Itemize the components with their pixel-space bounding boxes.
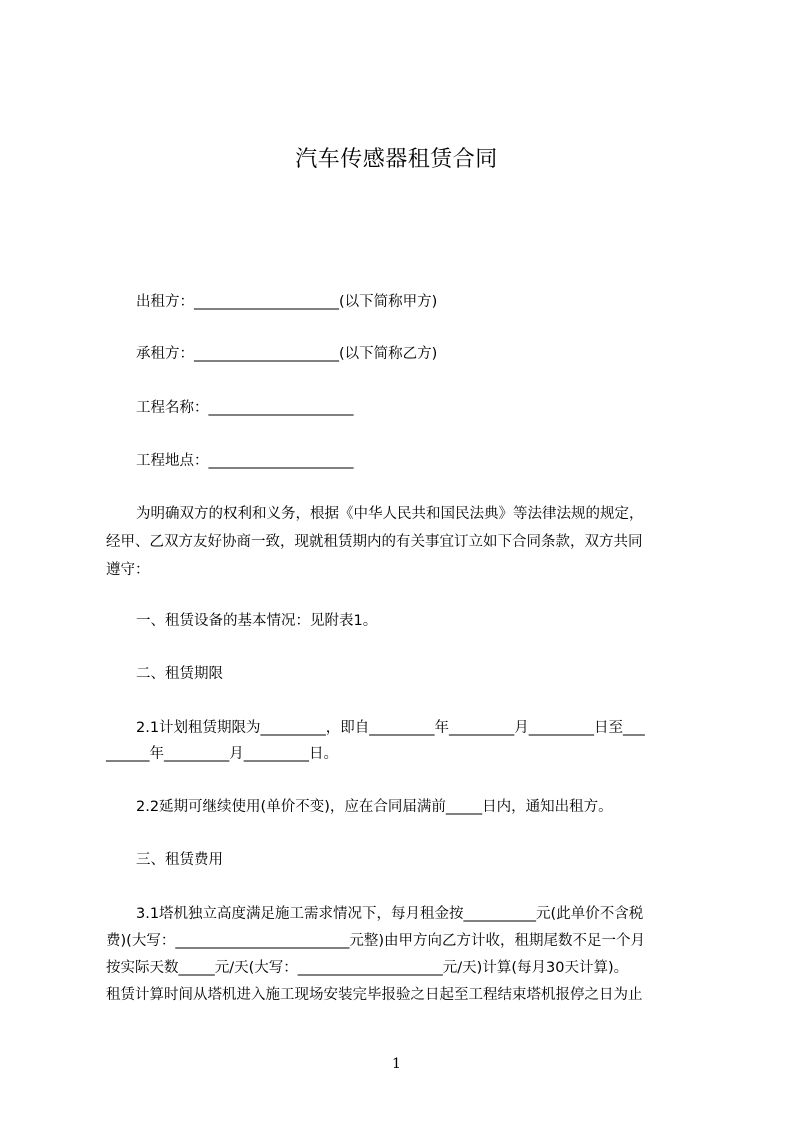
project-name-field: 工程名称：____________________ — [136, 400, 354, 416]
lessor-field: 出租方：____________________(以下简称甲方) — [136, 294, 438, 310]
clause-2-2: 2.2延期可继续使用(单价不变)，应在合同届满前_____日内，通知出租方。 — [136, 799, 613, 815]
clause-3-1-line-2: 费)(大写：________________________元整)由甲方向乙方计收，租期尾数不足一个月 — [106, 933, 645, 949]
clause-3-1-line-1: 3.1塔机独立高度满足施工需求情况下，每月租金按__________元(此单价不含税 — [136, 906, 644, 922]
intro-line-2: 经甲、乙双方友好协商一致，现就租赁期内的有关事宜订立如下合同条款，双方共同 — [106, 534, 643, 550]
clause-3-1-line-4: 租赁计算时间从塔机进入施工现场安装完毕报验之日起至工程结束塔机报停之日为止 — [106, 987, 643, 1003]
section-3-heading: 三、租赁费用 — [136, 852, 223, 868]
lessee-field: 承租方：____________________(以下简称乙方) — [136, 346, 438, 362]
intro-line-1: 为明确双方的权利和义务，根据《中华人民共和国民法典》等法律法规的规定， — [136, 506, 644, 522]
clause-2-1-line-2: ______年_________月_________日。 — [106, 746, 338, 762]
document-title: 汽车传感器租赁合同 — [295, 147, 498, 172]
page-number: 1 — [392, 1056, 401, 1072]
clause-3-1-line-3: 按实际天数_____元/天(大写：____________________元/天)计算(每月30天计算)。 — [106, 960, 629, 976]
intro-line-3: 遵守： — [106, 562, 150, 578]
section-1-heading: 一、租赁设备的基本情况：见附表1。 — [136, 613, 378, 629]
project-location-field: 工程地点：____________________ — [136, 453, 354, 469]
clause-2-1-line-1: 2.1计划租赁期限为_________，即自_________年_________月_________日至___ — [136, 720, 645, 736]
section-2-heading: 二、租赁期限 — [136, 666, 223, 682]
